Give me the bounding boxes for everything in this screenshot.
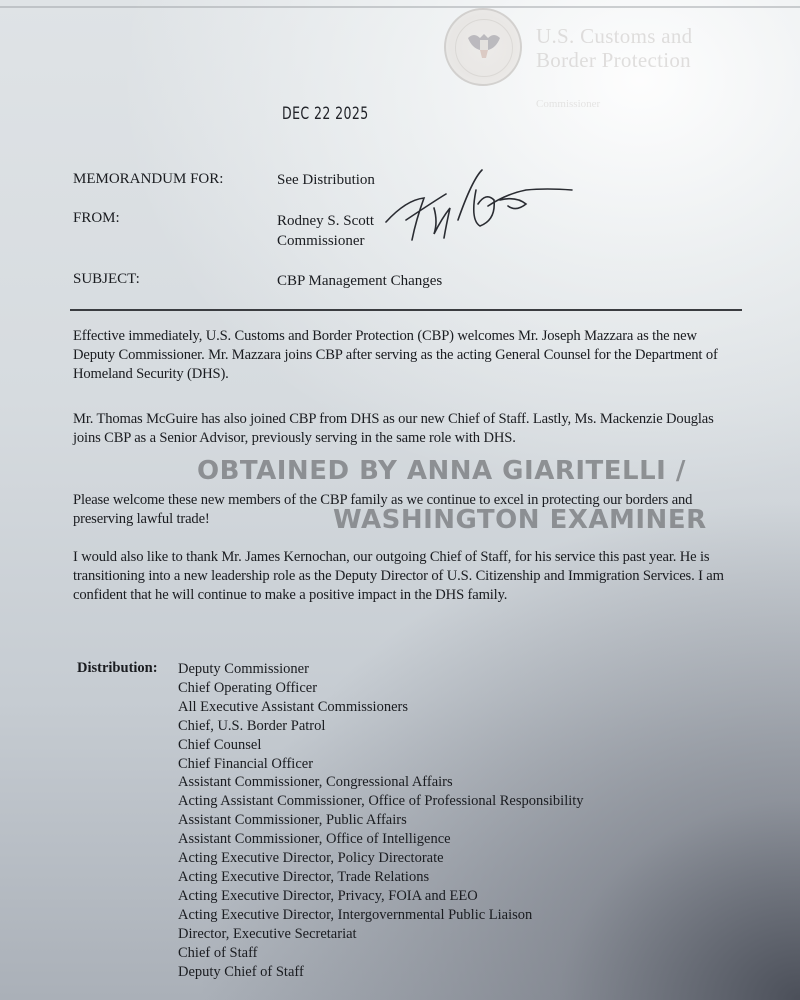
distribution-item: Chief of Staff — [178, 944, 258, 961]
from-name: Rodney S. Scott — [277, 213, 375, 229]
distribution-item: Deputy Commissioner — [178, 661, 309, 677]
distribution-item: Acting Executive Director, Trade Relations — [178, 868, 430, 885]
agency-name — [536, 24, 693, 72]
distribution-item: Assistant Commissioner, Public Affairs — [178, 812, 407, 829]
paragraph-3: Please welcome these new members of the CBP family as we continue to excel in protecting our borders and preserving lawful trade! — [73, 492, 693, 527]
handwritten-signature-icon — [376, 160, 576, 260]
agency-name-line1: U.S. Customs and — [536, 24, 693, 48]
agency-subtitle: Commissioner — [536, 98, 601, 110]
from-title: Commissioner — [277, 233, 365, 249]
memorandum-for-value: See Distribution — [277, 172, 375, 188]
distribution-label: Distribution: — [77, 660, 158, 676]
memorandum-for-label: MEMORANDUM FOR: — [73, 171, 224, 187]
paragraph-1: Effective immediately, U.S. Customs and Border Protection (CBP) welcomes Mr. Joseph Mazzara as the new Deputy Commissioner. Mr. Mazzara joins CBP after serving as the acting General Counsel for the Department of Homeland Security (DHS). — [73, 328, 718, 382]
distribution-item: Chief Counsel — [178, 736, 262, 753]
distribution-item: Acting Assistant Commissioner, Office of Professional Responsibility — [178, 793, 584, 810]
letterhead — [444, 6, 744, 116]
distribution-item: Director, Executive Secretariat — [178, 925, 357, 942]
distribution-item: Acting Executive Director, Intergovernmental Public Liaison — [178, 906, 533, 923]
from-label: FROM: — [73, 210, 120, 226]
distribution-item: Acting Executive Director, Policy Directorate — [178, 850, 444, 867]
date-stamp: DEC 22 2025 — [282, 104, 369, 124]
distribution-item: Assistant Commissioner, Congressional Affairs — [178, 774, 453, 791]
distribution-item: Chief Financial Officer — [178, 755, 314, 772]
distribution-item: Assistant Commissioner, Office of Intelligence — [178, 831, 451, 848]
distribution-list — [178, 660, 584, 981]
dhs-cbp-seal-icon — [444, 8, 522, 86]
header-divider — [70, 309, 742, 311]
distribution-item: Deputy Chief of Staff — [178, 963, 304, 980]
watermark-line-1: OBTAINED BY ANNA GIARITELLI / — [197, 456, 686, 486]
paragraph-4: I would also like to thank Mr. James Kernochan, our outgoing Chief of Staff, for his service this past year. He is transitioning into a new leadership role as the Deputy Director of U.S. Citizenship and Immigration Services. I am confident that he will continue to make a positive impact in the DHS family. — [73, 549, 724, 603]
distribution-item: Acting Executive Director, Privacy, FOIA and EEO — [178, 887, 478, 904]
paragraph-2: Mr. Thomas McGuire has also joined CBP from DHS as our new Chief of Staff. Lastly, Ms. Mackenzie Douglas joins CBP as a Senior Advisor, previously serving in the same role with DHS. — [73, 411, 714, 446]
subject-label: SUBJECT: — [73, 271, 140, 287]
eagle-icon — [466, 28, 502, 62]
watermark-line-2: WASHINGTON EXAMINER — [333, 505, 707, 535]
agency-name-line2: Border Protection — [536, 48, 691, 72]
subject-value: CBP Management Changes — [277, 273, 443, 289]
distribution-item: Chief Operating Officer — [178, 679, 318, 696]
distribution-item: All Executive Assistant Commissioners — [178, 698, 408, 715]
distribution-item: Chief, U.S. Border Patrol — [178, 717, 326, 734]
